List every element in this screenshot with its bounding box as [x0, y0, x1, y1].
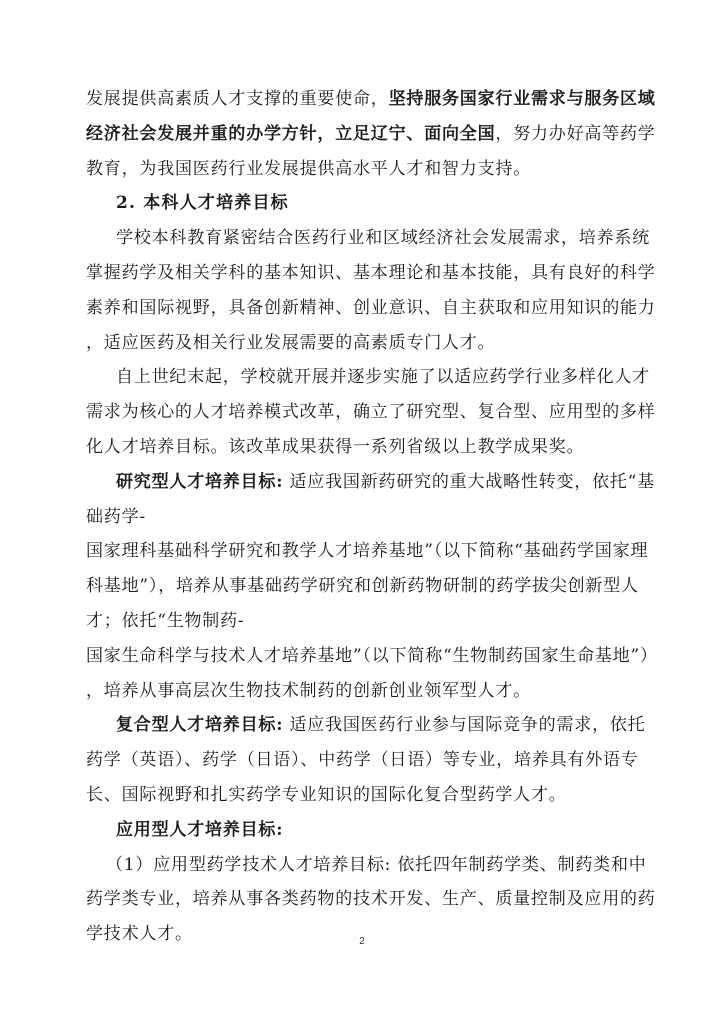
- bold-text-segment: 坚持服务国家行业需求与服务区域: [388, 89, 656, 109]
- paragraph-line: ，适应医药及相关行业发展需要的高素质专门人才。: [86, 332, 496, 353]
- paragraph-line: 础药学-: [86, 506, 146, 527]
- section-heading: 2. 本科人才培养目标: [116, 193, 289, 214]
- page-number: 2: [359, 936, 365, 947]
- paragraph-line: [86, 117, 656, 152]
- document-page: [86, 82, 658, 952]
- paragraph-line: 才；依托“生物制药-: [86, 610, 245, 631]
- paragraph-line: 科基地”），培养从事基础药学研究和创新药物研制的药学拔尖创新型人: [86, 576, 639, 597]
- paragraph-line: 学技术人才。: [86, 924, 193, 945]
- paragraph-line: 自上世纪末起，学校就开展并逐步实施了以适应药学行业多样化人才: [116, 367, 650, 388]
- paragraph-line: 国家生命科学与技术人才培养基地”（以下简称“生物制药国家生命基地”）: [86, 645, 658, 666]
- text-segment: 适应我国医药行业参与国际竞争的需求，依托: [283, 715, 646, 736]
- paragraph-line: 教育，为我国医药行业发展提供高水平人才和智力支持。: [86, 158, 531, 179]
- text-segment: 适应我国新药研究的重大战略性转变，依托“基: [283, 471, 655, 492]
- applied-talent-label: 应用型人才培养目标:: [116, 819, 284, 840]
- paragraph-line: [86, 465, 655, 500]
- paragraph-line: [86, 708, 646, 743]
- paragraph-line: 长、国际视野和扎实药学专业知识的国际化复合型药学人才。: [86, 784, 567, 805]
- paragraph-line: 掌握药学及相关学科的基本知识、基本理论和基本技能，具有良好的科学: [86, 262, 656, 283]
- paragraph-line: ，培养从事高层次生物技术制药的创新创业领军型人才。: [86, 680, 531, 701]
- compound-talent-label: 复合型人才培养目标:: [116, 715, 284, 736]
- paragraph-line: [86, 82, 656, 117]
- paragraph-line: 需求为核心的人才培养模式改革，确立了研究型、复合型、应用型的多样: [86, 402, 656, 423]
- bold-text-segment: 经济社会发展并重的办学方针，立足辽宁、面向全国: [86, 123, 496, 144]
- research-talent-label: 研究型人才培养目标:: [116, 471, 284, 492]
- text-segment: ，努力办好高等药学: [495, 123, 656, 144]
- paragraph-line: 学校本科教育紧密结合医药行业和区域经济社会发展需求，培养系统: [116, 228, 650, 249]
- paragraph-line: 药学类专业，培养从事各类药物的技术开发、生产、质量控制及应用的药: [86, 889, 656, 910]
- paragraph-line: 国家理科基础科学研究和教学人才培养基地”（以下简称“基础药学国家理: [86, 541, 649, 562]
- paragraph-line: （1）应用型药学技术人才培养目标: 依托四年制药学类、制药类和中: [106, 854, 647, 875]
- paragraph-line: 药学（英语）、药学（日语）、中药学（日语）等专业，培养具有外语专: [86, 750, 639, 771]
- paragraph-line: 化人才培养目标。该改革成果获得一系列省级以上教学成果奖。: [86, 436, 585, 457]
- paragraph-line: 素养和国际视野，具备创新精神、创业意识、自主获取和应用知识的能力: [86, 297, 656, 318]
- text-segment: 发展提供高素质人才支撑的重要使命，: [86, 89, 389, 109]
